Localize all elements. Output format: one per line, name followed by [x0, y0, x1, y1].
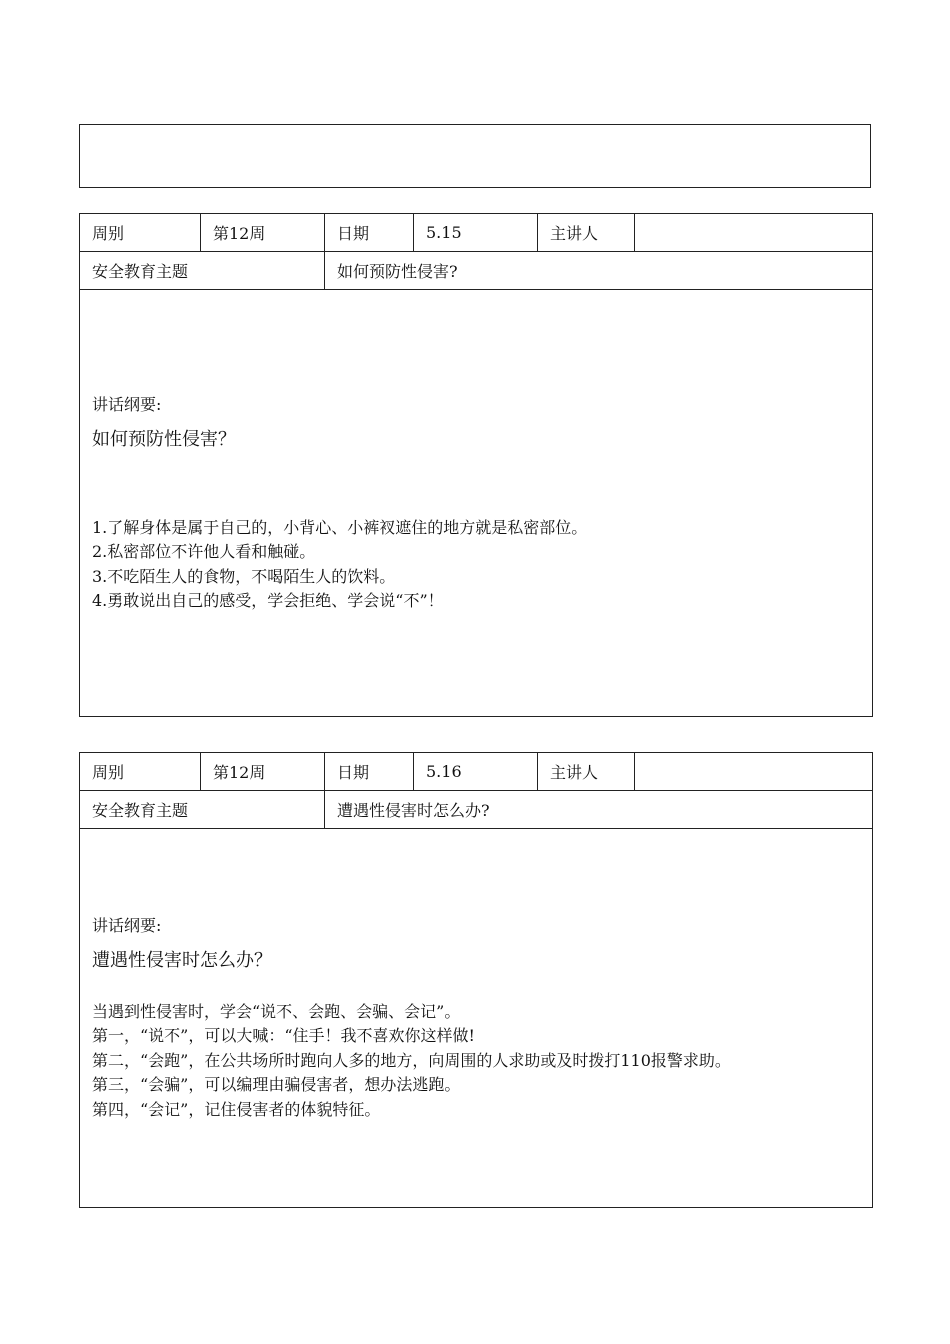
outline-label: 讲话纲要: — [92, 394, 162, 414]
outline-heading: 遭遇性侵害时怎么办？ — [92, 949, 272, 971]
lesson-header-row — [80, 753, 873, 791]
speaker-value — [635, 753, 873, 791]
lesson-header-row — [80, 214, 873, 252]
topic-value: 遭遇性侵害时怎么办? — [325, 791, 873, 829]
outline-line: 1.了解身体是属于自己的，小背心、小裤衩遮住的地方就是私密部位。 — [92, 517, 588, 537]
lesson-table-2 — [79, 752, 873, 1208]
outline-label: 讲话纲要: — [92, 915, 162, 935]
topic-row — [80, 791, 873, 829]
speaker-value — [635, 214, 873, 252]
outline-heading: 如何预防性侵害？ — [92, 428, 236, 450]
outline-line: 4.勇敢说出自己的感受，学会拒绝、学会说“不”！ — [92, 591, 444, 610]
topic-label: 安全教育主题 — [80, 252, 325, 290]
outline-row — [80, 290, 873, 717]
outline-line: 第二，“会跑”，在公共场所时跑向人多的地方，向周围的人求助或及时拨打110报警求助。 — [92, 1050, 731, 1070]
outline-line: 第四，“会记”，记住侵害者的体貌特征。 — [92, 1099, 381, 1119]
week-label: 周别 — [80, 214, 201, 252]
date-value: 5.15 — [414, 214, 538, 252]
week-value: 第12周 — [201, 214, 325, 252]
blank-header-box — [79, 124, 871, 188]
outline-line: 当遇到性侵害时，学会“说不、会跑、会骗、会记”。 — [92, 1001, 461, 1021]
outline-row — [80, 829, 873, 1208]
outline-cell — [80, 829, 873, 1208]
date-value: 5.16 — [414, 753, 538, 791]
week-value: 第12周 — [201, 753, 325, 791]
outline-cell — [80, 290, 873, 717]
outline-line: 第三，“会骗”，可以编理由骗侵害者，想办法逃跑。 — [92, 1075, 461, 1095]
outline-line: 2.私密部位不许他人看和触碰。 — [92, 542, 316, 561]
topic-label: 安全教育主题 — [80, 791, 325, 829]
week-label: 周别 — [80, 753, 201, 791]
topic-row — [80, 252, 873, 290]
outline-line: 第一，“说不”，可以大喊：“住手！我不喜欢你这样做! — [92, 1026, 475, 1046]
outline-line: 3.不吃陌生人的食物，不喝陌生人的饮料。 — [92, 566, 396, 586]
outline-lines — [92, 516, 860, 614]
date-label: 日期 — [325, 214, 414, 252]
topic-value: 如何预防性侵害? — [325, 252, 873, 290]
lesson-table-1 — [79, 213, 873, 717]
speaker-label: 主讲人 — [538, 214, 635, 252]
speaker-label: 主讲人 — [538, 753, 635, 791]
outline-lines — [92, 1000, 860, 1123]
date-label: 日期 — [325, 753, 414, 791]
